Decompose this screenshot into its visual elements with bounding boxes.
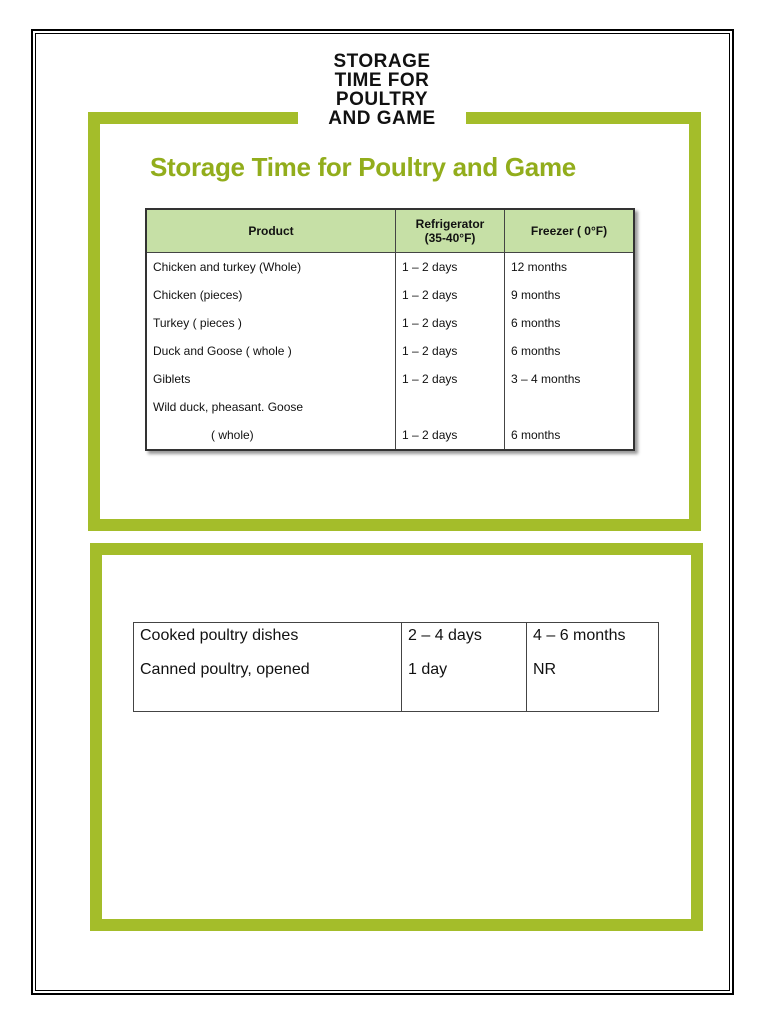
cell-refrigerator: 1 – 2 days <box>396 253 505 282</box>
cooked-poultry-table <box>133 622 659 712</box>
header-refrigerator-label: Refrigerator <box>415 217 485 231</box>
cell-product: ( whole) <box>147 421 396 449</box>
cell-freezer: 3 – 4 months <box>511 372 581 386</box>
cell-freezer <box>505 393 634 421</box>
cooked-poultry-table-grid <box>134 623 658 711</box>
table-header-row <box>147 210 633 253</box>
page-title-box <box>298 50 466 146</box>
cell-freezer: 6 months <box>511 428 561 442</box>
cell-refrigerator: 1 – 2 days <box>396 365 505 393</box>
cell-refrigerator: 2 – 4 days <box>402 623 527 657</box>
storage-table <box>145 208 635 451</box>
table-row <box>147 421 633 449</box>
cell-freezer: 6 months <box>511 316 561 330</box>
cell-freezer: 6 months <box>511 344 561 358</box>
cell-refrigerator: 1 – 2 days <box>396 281 505 309</box>
cell-refrigerator: 1 – 2 days <box>396 309 505 337</box>
storage-table-grid <box>147 210 633 449</box>
header-product: Product <box>147 210 396 253</box>
table-row <box>147 309 633 337</box>
cell-refrigerator <box>396 393 505 421</box>
cell-product: Cooked poultry dishes <box>134 623 402 657</box>
header-freezer: Freezer ( 0°F) <box>505 210 634 253</box>
cell-product: Giblets <box>147 365 396 393</box>
table-row <box>134 623 658 657</box>
section-heading: Storage Time for Poultry and Game <box>150 152 576 182</box>
cell-product: Turkey ( pieces ) <box>147 309 396 337</box>
cell-product: Chicken and turkey (Whole) <box>147 253 396 282</box>
cell-product: Canned poultry, opened <box>134 657 402 711</box>
table-row <box>147 281 633 309</box>
page-title: STORAGE TIME FOR POULTRY AND GAME <box>328 51 436 129</box>
cell-freezer: NR <box>533 661 557 678</box>
header-refrigerator <box>396 210 505 253</box>
cell-freezer: 4 – 6 months <box>533 627 626 644</box>
cell-refrigerator: 1 – 2 days <box>396 421 505 449</box>
cell-refrigerator: 1 – 2 days <box>396 337 505 365</box>
table-row <box>134 657 658 711</box>
cell-product: Wild duck, pheasant. Goose <box>147 393 396 421</box>
cell-product: Duck and Goose ( whole ) <box>147 337 396 365</box>
table-row <box>147 393 633 421</box>
cell-product: Chicken (pieces) <box>147 281 396 309</box>
header-refrigerator-range: (35-40°F) <box>424 231 476 245</box>
cell-freezer: 9 months <box>511 288 561 302</box>
table-row <box>147 253 633 282</box>
table-row <box>147 337 633 365</box>
cell-refrigerator: 1 day <box>402 657 527 711</box>
green-frame-bottom <box>90 543 703 931</box>
table-row <box>147 365 633 393</box>
cell-freezer: 12 months <box>511 260 568 274</box>
